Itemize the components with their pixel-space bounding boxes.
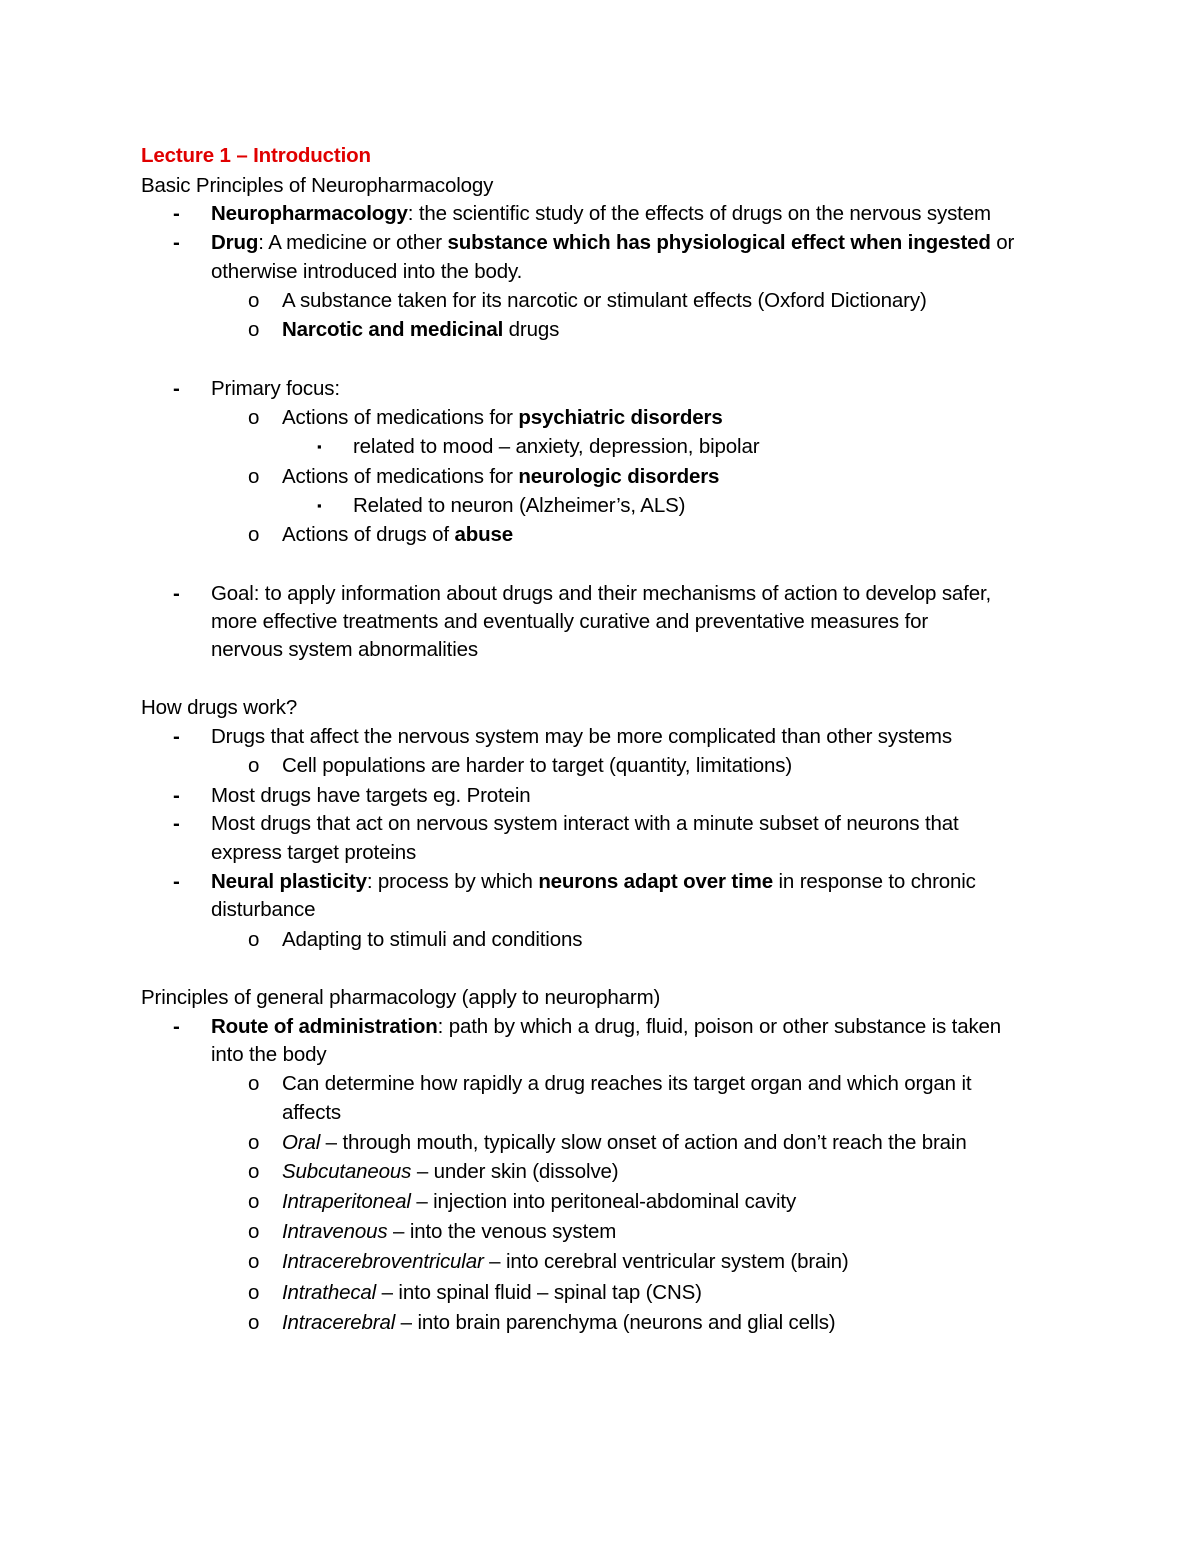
section-heading-how: How drugs work? [141, 696, 298, 719]
dash-bullet: - [173, 231, 180, 254]
square-bullet: ▪ [317, 439, 322, 454]
sub-item-adapting: Adapting to stimuli and conditions [282, 928, 583, 951]
circle-bullet: o [248, 1072, 260, 1095]
sub-item-determine-2: affects [282, 1101, 341, 1124]
dash-bullet: - [173, 377, 180, 400]
route-item-intravenous: Intravenous – into the venous system [282, 1220, 617, 1243]
circle-bullet: o [248, 1131, 260, 1154]
route-item-intracerebroventricular: Intracerebroventricular – into cerebral ventricular system (brain) [282, 1250, 849, 1273]
section-heading-basic: Basic Principles of Neuropharmacology [141, 174, 494, 197]
route-item-intrathecal: Intrathecal – into spinal fluid – spinal tap (CNS) [282, 1281, 702, 1304]
square-bullet: ▪ [317, 498, 322, 513]
dash-bullet: - [173, 784, 180, 807]
circle-bullet: o [248, 523, 260, 546]
list-item-goal-3: nervous system abnormalities [211, 638, 478, 661]
route-item-intracerebral: Intracerebral – into brain parenchyma (neurons and glial cells) [282, 1311, 836, 1334]
route-item-intraperitoneal: Intraperitoneal – injection into peritoneal-abdominal cavity [282, 1190, 797, 1213]
sub-item-substance: A substance taken for its narcotic or stimulant effects (Oxford Dictionary) [282, 289, 927, 312]
sub-item-neurologic: Actions of medications for neurologic disorders [282, 465, 720, 488]
circle-bullet: o [248, 289, 260, 312]
circle-bullet: o [248, 1160, 260, 1183]
list-item-complicated: Drugs that affect the nervous system may be more complicated than other systems [211, 725, 952, 748]
circle-bullet: o [248, 1250, 260, 1273]
circle-bullet: o [248, 1311, 260, 1334]
list-item-route: Route of administration: path by which a drug, fluid, poison or other substance is taken [211, 1015, 1002, 1038]
sub-item-cell-populations: Cell populations are harder to target (quantity, limitations) [282, 754, 793, 777]
circle-bullet: o [248, 1220, 260, 1243]
route-item-subcutaneous: Subcutaneous – under skin (dissolve) [282, 1160, 619, 1183]
sub-item-narcotic: Narcotic and medicinal drugs [282, 318, 560, 341]
list-item-subset-2: express target proteins [211, 841, 417, 864]
list-item-subset-1: Most drugs that act on nervous system interact with a minute subset of neurons that [211, 812, 959, 835]
circle-bullet: o [248, 1281, 260, 1304]
section-heading-principles: Principles of general pharmacology (apply to neuropharm) [141, 986, 661, 1009]
circle-bullet: o [248, 465, 260, 488]
sub-item-determine-1: Can determine how rapidly a drug reaches its target organ and which organ it [282, 1072, 972, 1095]
list-item-plasticity-cont: disturbance [211, 898, 316, 921]
sub-item-psychiatric: Actions of medications for psychiatric disorders [282, 406, 723, 429]
list-item-plasticity: Neural plasticity: process by which neurons adapt over time in response to chronic [211, 870, 976, 893]
lecture-title: Lecture 1 – Introduction [141, 144, 371, 167]
circle-bullet: o [248, 406, 260, 429]
list-item-drug: Drug: A medicine or other substance which has physiological effect when ingested or [211, 231, 1015, 254]
sub-sub-item-mood: related to mood – anxiety, depression, bipolar [353, 435, 760, 458]
list-item-primary-focus: Primary focus: [211, 377, 340, 400]
dash-bullet: - [173, 812, 180, 835]
dash-bullet: - [173, 582, 180, 605]
circle-bullet: o [248, 318, 260, 341]
list-item-drug-cont: otherwise introduced into the body. [211, 260, 523, 283]
circle-bullet: o [248, 1190, 260, 1213]
list-item-goal-1: Goal: to apply information about drugs and their mechanisms of action to develop safer, [211, 582, 992, 605]
list-item-neuropharmacology: Neuropharmacology: the scientific study of the effects of drugs on the nervous system [211, 202, 991, 225]
dash-bullet: - [173, 1015, 180, 1038]
sub-item-abuse: Actions of drugs of abuse [282, 523, 513, 546]
list-item-route-cont: into the body [211, 1043, 327, 1066]
dash-bullet: - [173, 202, 180, 225]
route-item-oral: Oral – through mouth, typically slow onset of action and don’t reach the brain [282, 1131, 967, 1154]
list-item-targets: Most drugs have targets eg. Protein [211, 784, 531, 807]
dash-bullet: - [173, 870, 180, 893]
circle-bullet: o [248, 754, 260, 777]
list-item-goal-2: more effective treatments and eventually curative and preventative measures for [211, 610, 929, 633]
dash-bullet: - [173, 725, 180, 748]
circle-bullet: o [248, 928, 260, 951]
sub-sub-item-neuron: Related to neuron (Alzheimer’s, ALS) [353, 494, 686, 517]
